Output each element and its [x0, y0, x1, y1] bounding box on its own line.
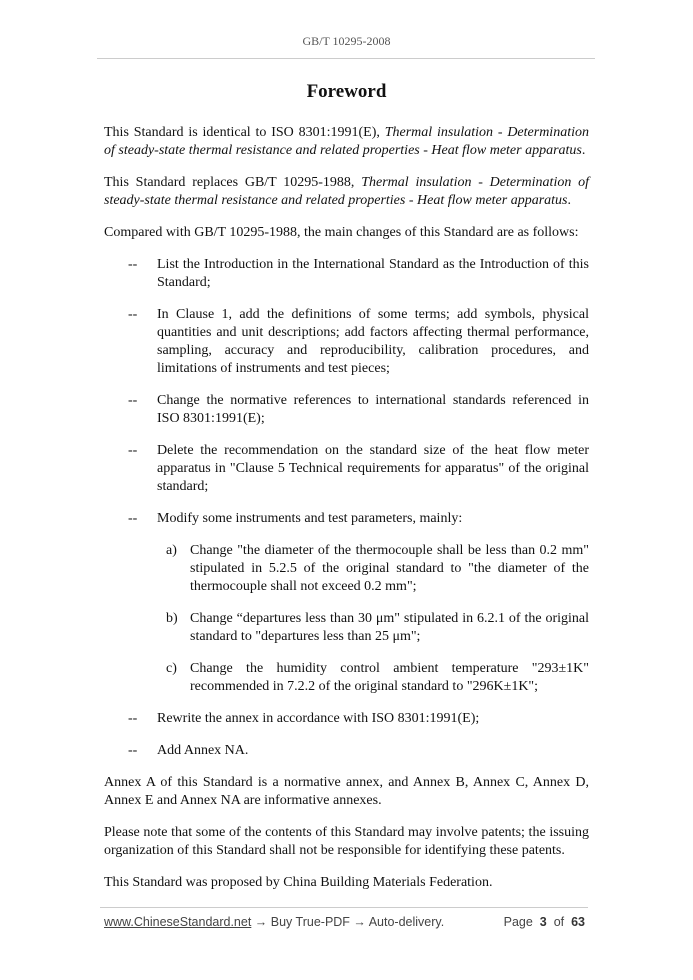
sub-item-label: b)	[166, 611, 178, 626]
list-item	[104, 306, 589, 378]
total-pages: 63	[571, 915, 585, 929]
list-item	[104, 510, 589, 528]
sub-item	[166, 542, 589, 596]
sub-item-label: c)	[166, 661, 177, 676]
dash-marker: --	[128, 307, 138, 322]
page-title: Foreword	[306, 81, 387, 102]
website-link[interactable]: www.ChineseStandard.net	[104, 915, 252, 929]
standard-title: Thermal insulation - Determination of steady-state thermal resistance and related properties - Heat flow meter apparatus	[104, 175, 589, 208]
dash-marker: --	[128, 443, 138, 458]
footer-tagline: → Buy True-PDF → Auto-delivery.	[251, 915, 445, 929]
list-item-text: Add Annex NA.	[157, 743, 249, 758]
sub-item-label: a)	[166, 543, 177, 558]
paragraph-proposed: This Standard was proposed by China Building Materials Federation.	[104, 875, 493, 890]
list-item-text: List the Introduction in the International Standard as the Introduction of this Standard;	[157, 257, 589, 290]
list-item	[104, 256, 589, 292]
paragraph-patents: Please note that some of the contents of this Standard may involve patents; the issuing organization of this Standard shall not be responsible for identifying these patents.	[104, 825, 589, 858]
list-item-text: Modify some instruments and test parameters, mainly:	[157, 511, 463, 526]
header-divider	[97, 58, 595, 59]
page-label: Page	[503, 915, 533, 929]
text: .	[581, 143, 586, 158]
paragraph-identical	[104, 124, 589, 160]
text: This Standard is identical to ISO 8301:1991(E),	[104, 125, 385, 140]
list-item-text: Delete the recommendation on the standard size of the heat flow meter apparatus in "Clause 5 Technical requirements for apparatus" of the original standard;	[157, 443, 589, 494]
paragraph-annexes: Annex A of this Standard is a normative annex, and Annex B, Annex C, Annex D, Annex E and Annex NA are informative annexes.	[104, 775, 589, 808]
list-item	[104, 710, 589, 728]
sub-item	[166, 610, 589, 646]
dash-marker: --	[128, 743, 138, 758]
dash-marker: --	[128, 393, 138, 408]
page-counter	[504, 915, 585, 929]
list-item	[104, 392, 589, 428]
list-item	[104, 442, 589, 496]
paragraph-changes-intro: Compared with GB/T 10295-1988, the main changes of this Standard are as follows:	[104, 225, 579, 240]
sub-item-text: Change the humidity control ambient temperature "293±1K" recommended in 7.2.2 of the original standard to "296K±1K";	[190, 661, 589, 694]
page-footer	[104, 915, 585, 929]
standard-title: Thermal insulation - Determination of steady-state thermal resistance and related properties - Heat flow meter apparatus	[104, 125, 589, 158]
current-page: 3	[539, 915, 547, 929]
dash-marker: --	[128, 257, 138, 272]
of-label: of	[553, 915, 565, 929]
document-body	[104, 124, 589, 906]
list-item-text: Change the normative references to international standards referenced in ISO 8301:1991(E);	[157, 393, 589, 426]
footer-promo	[104, 915, 444, 929]
sub-item	[166, 660, 589, 696]
footer-divider	[100, 907, 588, 908]
dash-marker: --	[128, 711, 138, 726]
paragraph-replaces	[104, 174, 589, 210]
sub-item-text: Change “departures less than 30 μm" stipulated in 6.2.1 of the original standard to "departures less than 25 μm";	[190, 611, 589, 644]
list-item-text: In Clause 1, add the definitions of some terms; add symbols, physical quantities and unit descriptions; add factors affecting thermal performance, sampling, accuracy and reproducibility, calibration procedures, and limitations of instruments and test pieces;	[157, 307, 589, 376]
dash-marker: --	[128, 511, 138, 526]
document-header: GB/T 10295-2008	[302, 34, 391, 48]
list-item-text: Rewrite the annex in accordance with ISO 8301:1991(E);	[157, 711, 480, 726]
list-item	[104, 742, 589, 760]
text: This Standard replaces GB/T 10295-1988,	[104, 175, 362, 190]
text: .	[567, 193, 571, 208]
sub-item-text: Change "the diameter of the thermocouple shall be less than 0.2 mm" stipulated in 5.2.5 of the original standard to "the diameter of the thermocouple shall not exceed 0.2 mm";	[190, 543, 589, 594]
